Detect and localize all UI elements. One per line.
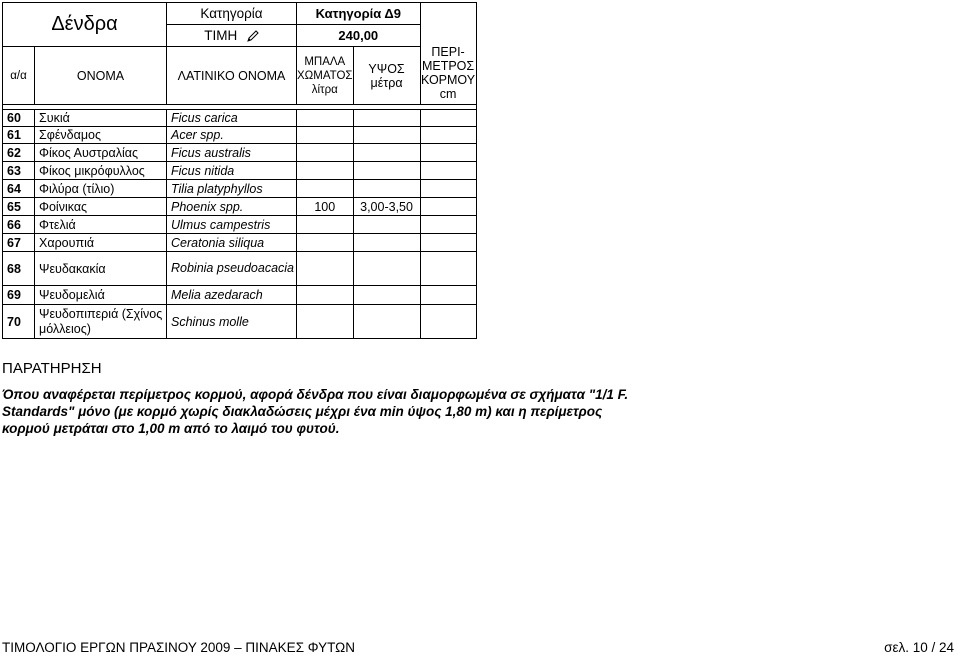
table-row — [3, 305, 477, 339]
row-number: 67 — [3, 234, 35, 252]
table-row — [3, 144, 477, 162]
row-latin: Ulmus campestris — [167, 216, 297, 234]
row-trunk — [420, 180, 476, 198]
row-height — [353, 162, 420, 180]
row-number: 63 — [3, 162, 35, 180]
table-title-cell — [3, 3, 167, 47]
row-name: Χαρουπιά — [35, 234, 167, 252]
price-label: ΤΙΜΗ — [204, 27, 238, 43]
row-number: 60 — [3, 110, 35, 127]
plants-price-table — [2, 2, 477, 339]
table-row — [3, 110, 477, 127]
row-height — [353, 252, 420, 286]
row-ball — [297, 252, 354, 286]
trunk-header-line4: cm — [439, 87, 457, 101]
price-value-cell — [297, 25, 421, 47]
row-ball — [297, 305, 354, 339]
row-latin: Schinus molle — [167, 305, 297, 339]
category-value-cell — [297, 3, 421, 25]
row-number: 64 — [3, 180, 35, 198]
aa-header — [3, 47, 35, 105]
row-ball — [297, 234, 354, 252]
row-latin: Acer spp. — [167, 127, 297, 144]
note-text: Όπου αναφέρεται περίμετρος κορμού, αφορά δένδρα που είναι διαμορφωμένα σε σχήματα "1/1 F. Standards" μόνο (με κορμό χωρίς διακλαδώσεις μέχρι ένα min ύψος 1,80 m) και η περίμετρος κορμού μετράται στο 1,00 m από το λαιμό του φυτού. — [2, 387, 629, 436]
category-label: Κατηγορία — [200, 5, 263, 21]
footer-document-title: ΤΙΜΟΛΟΓΙΟ ΕΡΓΩΝ ΠΡΑΣΙΝΟΥ 2009 – ΠΙΝΑΚΕΣ ΦΥΤΩΝ — [2, 640, 355, 655]
row-name: Φίκος Αυστραλίας — [35, 144, 167, 162]
row-number: 61 — [3, 127, 35, 144]
price-value: 240,00 — [338, 27, 379, 43]
latin-header-label: ΛΑΤΙΝΙΚΟ ΟΝΟΜΑ — [177, 68, 286, 83]
ball-header-line2: ΧΩΜΑΤΟΣ — [297, 69, 353, 82]
row-name: Ψευδακακία — [35, 252, 167, 286]
row-trunk — [420, 144, 476, 162]
row-ball — [297, 180, 354, 198]
pencil-icon — [247, 30, 259, 42]
trunk-header-line2: ΜΕΤΡΟΣ — [421, 59, 475, 73]
table-row — [3, 180, 477, 198]
row-number: 68 — [3, 252, 35, 286]
row-name: Φίκος μικρόφυλλος — [35, 162, 167, 180]
height-header-line1: ΥΨΟΣ — [368, 61, 405, 76]
row-ball — [297, 216, 354, 234]
row-name: Ψευδοπιπεριά (Σχίνος μόλλειος) — [35, 305, 167, 339]
row-name: Σφένδαμος — [35, 127, 167, 144]
aa-header-label: α/α — [10, 70, 27, 82]
row-height — [353, 144, 420, 162]
row-latin: Ficus nitida — [167, 162, 297, 180]
latin-header — [167, 47, 297, 105]
table-row — [3, 234, 477, 252]
ball-header-line3: λίτρα — [311, 83, 338, 96]
table-row — [3, 286, 477, 305]
row-ball — [297, 144, 354, 162]
row-ball — [297, 286, 354, 305]
height-header-line2: μέτρα — [370, 75, 403, 90]
table-row — [3, 216, 477, 234]
row-latin: Ficus carica — [167, 110, 297, 127]
ball-header-line1: ΜΠΑΛΑ — [304, 55, 346, 68]
row-latin: Ceratonia siliqua — [167, 234, 297, 252]
row-trunk — [420, 234, 476, 252]
row-name: Ψευδομελιά — [35, 286, 167, 305]
note-title: ΠΑΡΑΤΗΡΗΣΗ — [2, 360, 102, 377]
footer-page-number: σελ. 10 / 24 — [884, 640, 954, 655]
row-number: 62 — [3, 144, 35, 162]
row-name: Φιλύρα (τίλιο) — [35, 180, 167, 198]
row-number: 69 — [3, 286, 35, 305]
height-header — [353, 47, 420, 105]
row-number: 65 — [3, 198, 35, 216]
row-number: 66 — [3, 216, 35, 234]
row-name: Φτελιά — [35, 216, 167, 234]
table-row — [3, 198, 477, 216]
row-height — [353, 234, 420, 252]
row-latin: Melia azedarach — [167, 286, 297, 305]
page-footer — [2, 640, 956, 656]
table-title: Δένδρα — [51, 12, 118, 35]
table-row — [3, 252, 477, 286]
row-trunk — [420, 305, 476, 339]
row-trunk — [420, 127, 476, 144]
row-name: Συκιά — [35, 110, 167, 127]
trunk-header-line1: ΠΕΡΙ- — [431, 45, 465, 59]
row-height — [353, 286, 420, 305]
row-trunk — [420, 216, 476, 234]
row-latin: Tilia platyphyllos — [167, 180, 297, 198]
row-trunk — [420, 162, 476, 180]
price-label-cell — [167, 25, 297, 47]
row-trunk — [420, 252, 476, 286]
row-ball: 100 — [297, 198, 354, 216]
row-ball — [297, 110, 354, 127]
row-height — [353, 110, 420, 127]
category-value: Κατηγορία Δ9 — [315, 5, 401, 21]
row-height: 3,00-3,50 — [353, 198, 420, 216]
row-height — [353, 305, 420, 339]
name-header-label: ΟΝΟΜΑ — [76, 68, 125, 83]
trunk-header-line3: ΚΟΡΜΟΥ — [421, 73, 476, 87]
row-latin: Ficus australis — [167, 144, 297, 162]
table-row — [3, 127, 477, 144]
table-row — [3, 162, 477, 180]
row-trunk — [420, 110, 476, 127]
category-label-cell — [167, 3, 297, 25]
row-ball — [297, 127, 354, 144]
row-latin: Phoenix spp. — [167, 198, 297, 216]
name-header — [35, 47, 167, 105]
row-height — [353, 127, 420, 144]
row-height — [353, 216, 420, 234]
row-ball — [297, 162, 354, 180]
row-trunk — [420, 198, 476, 216]
row-height — [353, 180, 420, 198]
trunk-header — [420, 3, 476, 105]
ball-header — [297, 47, 354, 105]
row-trunk — [420, 286, 476, 305]
row-number: 70 — [3, 305, 35, 339]
row-latin: Robinia pseudoacacia — [167, 252, 297, 286]
row-name: Φοίνικας — [35, 198, 167, 216]
